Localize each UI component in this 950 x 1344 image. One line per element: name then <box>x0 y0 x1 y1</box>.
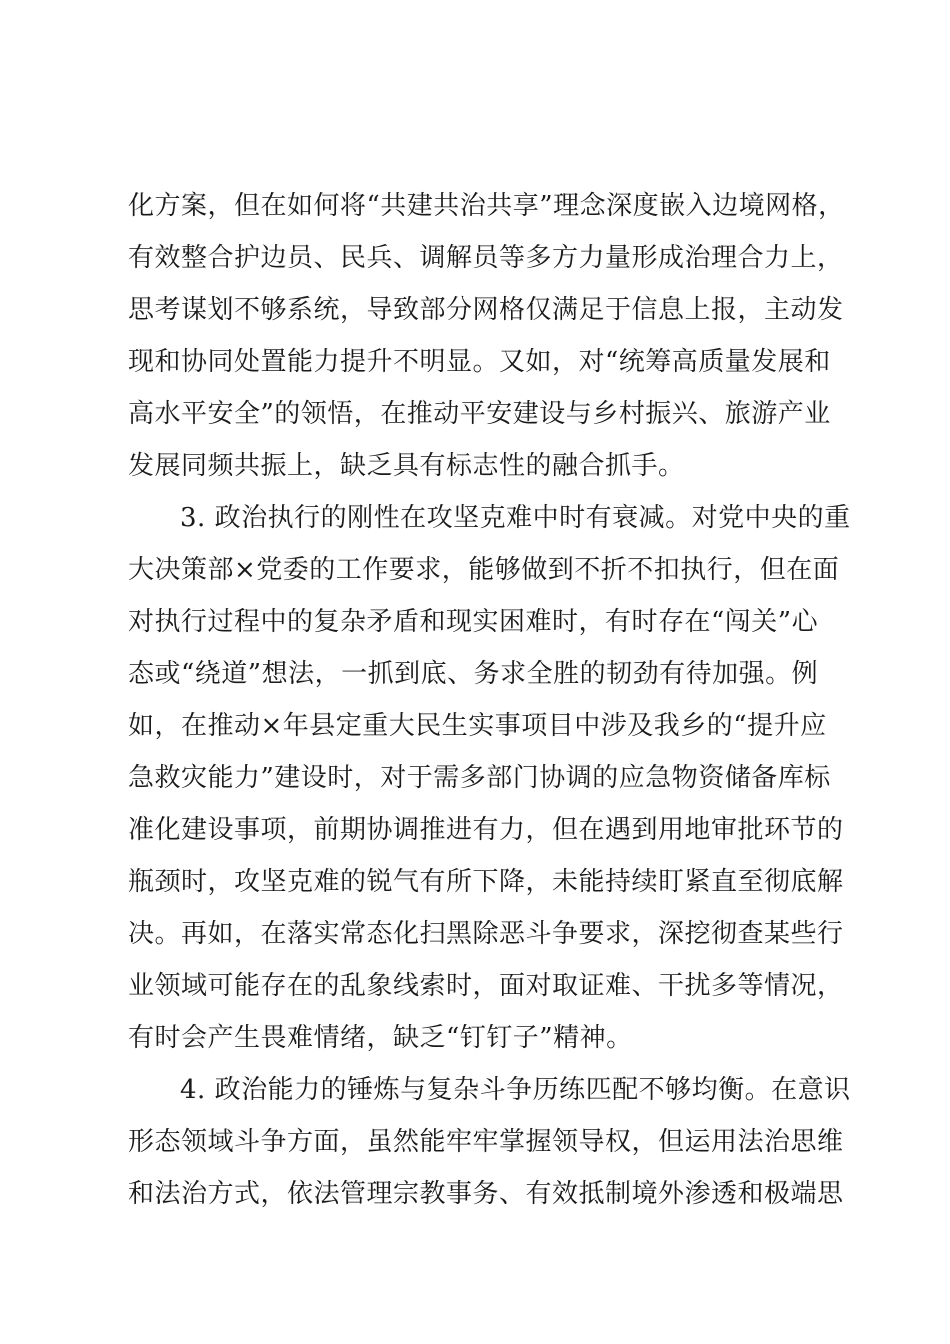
text-line: 高水平安全”的领悟，在推动平安建设与乡村振兴、旅游产业 <box>128 399 831 429</box>
text-line: 如，在推动×年县定重大民生实事项目中涉及我乡的“提升应 <box>128 711 827 741</box>
text-line: 对执行过程中的复杂矛盾和现实困难时，有时存在“闯关”心 <box>128 607 819 637</box>
text-line: 瓶颈时，攻坚克难的锐气有所下降，未能持续盯紧直至彻底解 <box>128 867 844 897</box>
text-line: 有效整合护边员、民兵、调解员等多方力量形成治理合力上， <box>128 243 844 273</box>
text-line: 准化建设事项，前期协调推进有力，但在遇到用地审批环节的 <box>128 815 844 845</box>
text-line: 和法治方式，依法管理宗教事务、有效抵制境外渗透和极端思 <box>128 1179 844 1209</box>
text-line: 思考谋划不够系统，导致部分网格仅满足于信息上报，主动发 <box>128 295 844 325</box>
paragraph-4-heading-line: 4. 政治能力的锤炼与复杂斗争历练匹配不够均衡。在意识 <box>180 1075 851 1105</box>
text-line: 急救灾能力”建设时，对于需多部门协调的应急物资储备库标 <box>128 763 831 793</box>
text-line: 大决策部×党委的工作要求，能够做到不折不扣执行，但在面 <box>128 555 840 585</box>
text-line: 化方案，但在如何将“共建共治共享”理念深度嵌入边境网格， <box>128 191 845 221</box>
paragraph-3-heading-line: 3. 政治执行的刚性在攻坚克难中时有衰减。对党中央的重 <box>180 503 851 533</box>
text-line: 形态领域斗争方面，虽然能牢牢掌握领导权，但运用法治思维 <box>128 1127 844 1157</box>
text-line: 发展同频共振上，缺乏具有标志性的融合抓手。 <box>128 451 685 481</box>
text-line: 业领域可能存在的乱象线索时，面对取证难、干扰多等情况， <box>128 971 844 1001</box>
text-line: 有时会产生畏难情绪，缺乏“钉钉子”精神。 <box>128 1023 633 1053</box>
text-line: 决。再如，在落实常态化扫黑除恶斗争要求，深挖彻查某些行 <box>128 919 844 949</box>
text-line: 现和协同处置能力提升不明显。又如，对“统筹高质量发展和 <box>128 347 831 377</box>
text-line: 态或“绕道”想法，一抓到底、务求全胜的韧劲有待加强。例 <box>128 659 819 689</box>
